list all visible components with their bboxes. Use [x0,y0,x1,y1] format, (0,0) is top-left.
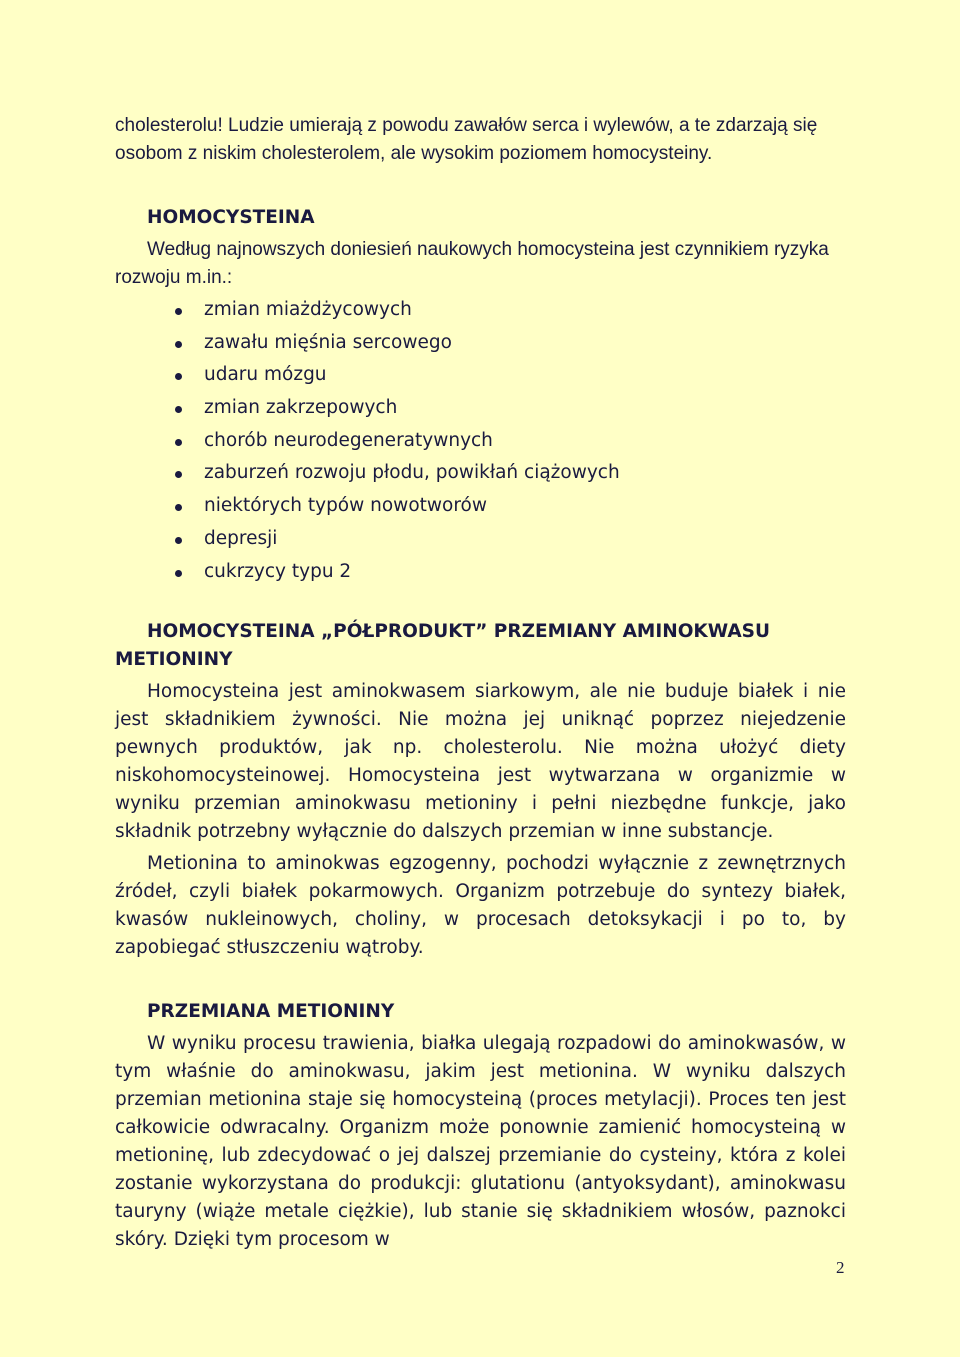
list-item: zmian miażdżycowych [115,296,846,329]
bullet-icon [175,471,182,478]
list-item: zaburzeń rozwoju płodu, powikłań ciążowych [115,459,846,492]
section-heading-homocysteina: HOMOCYSTEINA [147,207,315,228]
list-item: zawału mięśnia sercowego [115,329,846,362]
bullet-icon [175,406,182,413]
section2-paragraph-1: Homocysteina jest aminokwasem siarkowym, ale nie buduje białek i nie jest składnikiem żywności. Nie można jej uniknąć poprzez niejedzenie pewnych produktów, jak np. cholesterolu. Nie można ułożyć diety niskohomocysteinowej. Homocysteina jest wytwarzana w organizmie w wyniku przemian aminokwasu metioniny i pełni niezbędne funkcje, jako składnik potrzebny wyłącznie do dalszych przemian w inne substancje. [115,681,846,843]
list-item: chorób neurodegeneratywnych [115,427,846,460]
list-item: niektórych typów nowotworów [115,492,846,525]
bullet-icon [175,373,182,380]
section1-lead: Według najnowszych doniesień naukowych homocysteina jest czynnikiem ryzyka rozwoju m.in.: [115,239,829,288]
bullet-icon [175,308,182,315]
section3-paragraph-1: W wyniku procesu trawienia, białka ulegają rozpadowi do aminokwasów, w tym właśnie do aminokwasu, jakim jest metionina. W wyniku dalszych przemian metionina staje się homocysteiną (proces metylacji). Proces ten jest całkowicie odwracalny. Organizm może ponownie zamienić homocysteiną w metioninę, lub zdecydować o jej dalszej przemianie do cysteiny, która z kolei zostanie wykorzystana do produkcji: glutationu (antyoksydant), aminokwasu tauryny (wiąże metale ciężkie), lub stanie się składnikiem włosów, paznokci skóry. Dzięki tym procesom w [115,1033,846,1251]
intro-paragraph: cholesterolu! Ludzie umierają z powodu zawałów serca i wylewów, a te zdarzają się osobom z niskim cholesterolem, ale wysokim poziomem homocysteiny. [115,115,818,164]
section2-paragraph-2: Metionina to aminokwas egzogenny, pochodzi wyłącznie z zewnętrznych źródeł, czyli białek pokarmowych. Organizm potrzebuje do syntezy białek, kwasów nukleinowych, choliny, w procesach detoksykacji i po to, by zapobiegać stłuszczeniu wątroby. [115,853,846,959]
list-item: depresji [115,525,846,558]
section-heading-polprodukt: HOMOCYSTEINA „PÓŁPRODUKT” PRZEMIANY AMINOKWASU METIONINY [115,621,770,671]
list-item: udaru mózgu [115,361,846,394]
section-heading-przemiana: PRZEMIANA METIONINY [147,1001,395,1023]
bullet-icon [175,504,182,511]
list-item: cukrzycy typu 2 [115,558,846,591]
risk-factor-list [115,296,846,590]
document-page [115,112,846,1254]
bullet-icon [175,439,182,446]
page-number: 2 [836,1258,845,1277]
bullet-icon [175,537,182,544]
bullet-icon [175,341,182,348]
bullet-icon [175,570,182,577]
list-item: zmian zakrzepowych [115,394,846,427]
